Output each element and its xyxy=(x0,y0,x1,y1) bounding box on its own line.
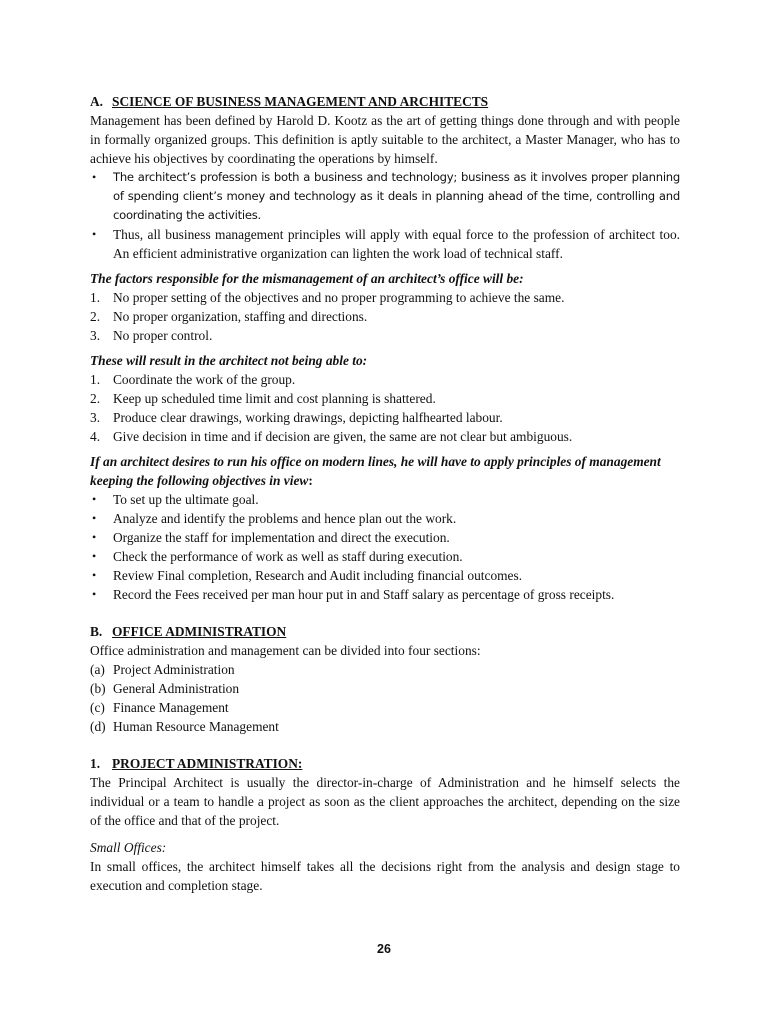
list-item xyxy=(90,509,680,528)
list-number: 1. xyxy=(90,290,101,305)
list-item xyxy=(90,490,680,509)
list-item-text: Produce clear drawings, working drawings, depicting halfhearted labour. xyxy=(113,410,503,425)
section-a-heading xyxy=(90,92,680,111)
results-list xyxy=(90,370,680,446)
list-item-text: Thus, all business management principles will apply with equal force to the profession of architect too. An efficient administrative organization can lighten the work load of technical staff. xyxy=(113,227,680,261)
section-b-paragraph: Office administration and management can be divided into four sections: xyxy=(90,643,481,658)
section-b-number: B. xyxy=(90,624,103,639)
list-number: 4. xyxy=(90,429,101,444)
list-item-text: Finance Management xyxy=(113,700,229,715)
list-item xyxy=(90,288,680,307)
list-item xyxy=(90,698,680,717)
small-offices-heading: Small Offices: xyxy=(90,840,167,855)
list-item-text: No proper organization, staffing and directions. xyxy=(113,309,368,324)
list-item-text: To set up the ultimate goal. xyxy=(113,492,259,507)
list-number: 2. xyxy=(90,391,101,406)
list-item xyxy=(90,660,680,679)
list-item xyxy=(90,547,680,566)
list-item-text: Keep up scheduled time limit and cost planning is shattered. xyxy=(113,391,436,406)
list-item xyxy=(90,528,680,547)
bullet-icon: • xyxy=(92,227,97,241)
list-item xyxy=(90,427,680,446)
section-1-title: PROJECT ADMINISTRATION: xyxy=(112,756,303,771)
factors-heading: The factors responsible for the mismanagement of an architect’s office will be: xyxy=(90,271,524,286)
list-item-text: Human Resource Management xyxy=(113,719,279,734)
section-1-heading xyxy=(90,754,680,773)
list-item-text: Project Administration xyxy=(113,662,235,677)
list-marker: (a) xyxy=(90,662,105,677)
list-item xyxy=(90,389,680,408)
list-marker: (c) xyxy=(90,700,105,715)
list-item xyxy=(90,408,680,427)
section-1-number: 1. xyxy=(90,756,101,771)
list-item xyxy=(90,679,680,698)
bullet-icon: • xyxy=(92,492,97,506)
list-item-text: Review Final completion, Research and Audit including financial outcomes. xyxy=(113,568,523,583)
list-item-text: The architect’s profession is both a business and technology; business as it involves proper planning of spending client’s money and technology as it deals in planning ahead of the time, controlling and coordinating the activities. xyxy=(113,170,680,222)
section-b-list xyxy=(90,660,680,736)
section-b-heading xyxy=(90,622,680,641)
modern-heading-text: If an architect desires to run his office on modern lines, he will have to apply principles of management keeping the following objectives in view xyxy=(90,454,661,488)
modern-heading-colon: : xyxy=(308,473,313,488)
list-item-text: General Administration xyxy=(113,681,240,696)
list-item xyxy=(90,225,680,263)
bullet-icon: • xyxy=(92,568,97,582)
results-heading: These will result in the architect not being able to: xyxy=(90,353,368,368)
list-item-text: Record the Fees received per man hour put in and Staff salary as percentage of gross receipts. xyxy=(113,587,615,602)
list-number: 2. xyxy=(90,309,101,324)
list-number: 3. xyxy=(90,410,101,425)
list-item xyxy=(90,168,680,225)
bullet-icon: • xyxy=(92,511,97,525)
page-number: 26 xyxy=(377,942,391,956)
section-a-number: A. xyxy=(90,94,104,109)
modern-bullets xyxy=(90,490,680,604)
bullet-icon: • xyxy=(92,170,96,184)
list-item-text: Coordinate the work of the group. xyxy=(113,372,296,387)
list-item-text: Check the performance of work as well as staff during execution. xyxy=(113,549,463,564)
list-item-text: No proper setting of the objectives and no proper programming to achieve the same. xyxy=(113,290,565,305)
list-marker: (b) xyxy=(90,681,106,696)
list-number: 3. xyxy=(90,328,101,343)
list-item-text: Analyze and identify the problems and hence plan out the work. xyxy=(113,511,457,526)
section-1-paragraph: The Principal Architect is usually the director-in-charge of Administration and he himself selects the individual or a team to handle a project as soon as the client approaches the architect, depending on the size of the office and that of the project. xyxy=(90,775,680,828)
list-marker: (d) xyxy=(90,719,106,734)
list-number: 1. xyxy=(90,372,101,387)
list-item xyxy=(90,307,680,326)
list-item xyxy=(90,717,680,736)
list-item xyxy=(90,585,680,604)
list-item xyxy=(90,370,680,389)
list-item-text: No proper control. xyxy=(113,328,213,343)
list-item-text: Organize the staff for implementation and direct the execution. xyxy=(113,530,450,545)
section-b-title: OFFICE ADMINISTRATION xyxy=(112,624,287,639)
modern-heading xyxy=(90,452,680,490)
bullet-icon: • xyxy=(92,549,97,563)
list-item xyxy=(90,326,680,345)
section-a-paragraph: Management has been defined by Harold D. Kootz as the art of getting things done through and with people in formally organized groups. This definition is aptly suitable to the architect, a Master Manager, who has to achieve his objectives by coordinating the operations by himself. xyxy=(90,113,680,166)
bullet-icon: • xyxy=(92,587,97,601)
section-a-bullets xyxy=(90,168,680,263)
list-item-text: Give decision in time and if decision are given, the same are not clear but ambiguous. xyxy=(113,429,573,444)
factors-list xyxy=(90,288,680,345)
list-item xyxy=(90,566,680,585)
small-offices-paragraph: In small offices, the architect himself takes all the decisions right from the analysis and design stage to execution and completion stage. xyxy=(90,859,680,893)
bullet-icon: • xyxy=(92,530,97,544)
section-a-title: SCIENCE OF BUSINESS MANAGEMENT AND ARCHITECTS xyxy=(112,94,489,109)
